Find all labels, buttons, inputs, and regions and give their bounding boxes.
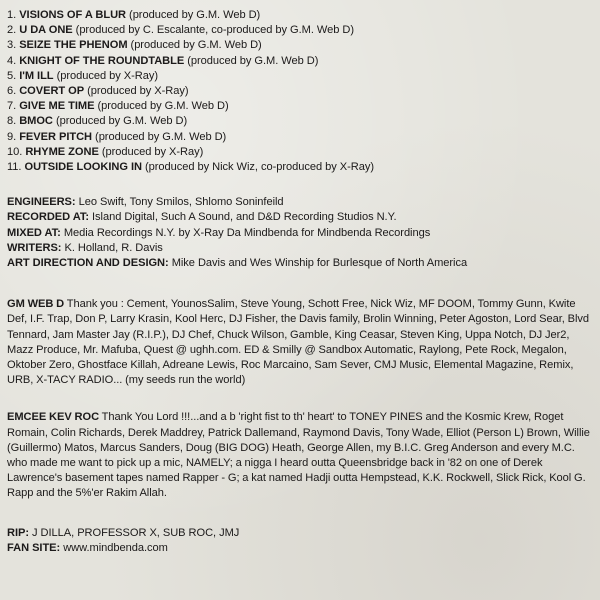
track-11 (7, 160, 595, 175)
thanks-label: GM WEB D (7, 298, 65, 311)
track-credit: (produced by G.M. Web D) (184, 54, 319, 67)
liner-notes-page (7, 8, 595, 556)
track-number: 11. (7, 161, 22, 174)
track-number: 7. (7, 100, 17, 113)
section-spacer (7, 388, 595, 410)
track-title: I'M ILL (19, 69, 54, 82)
track-credit: (produced by G.M. Web D) (94, 100, 229, 113)
credit-value: Media Recordings N.Y. by X-Ray Da Mindbenda for Mindbenda Recordings (60, 226, 431, 239)
fan-site-value: www.mindbenda.com (60, 541, 168, 554)
section-spacer (7, 175, 595, 195)
art-direction-credit (7, 256, 595, 271)
track-2 (7, 23, 595, 38)
rip-label: RIP: (7, 526, 29, 539)
track-number: 6. (7, 85, 17, 98)
track-title: COVERT OP (19, 85, 85, 98)
track-number: 10. (7, 145, 23, 158)
track-title: OUTSIDE LOOKING IN (24, 161, 142, 174)
section-spacer (7, 502, 595, 526)
engineers-credit (7, 195, 595, 210)
writers-credit (7, 241, 595, 256)
track-6 (7, 84, 595, 99)
credit-value: Mike Davis and Wes Winship for Burlesque of North America (168, 257, 468, 270)
credit-label: WRITERS: (7, 241, 62, 254)
track-3 (7, 38, 595, 53)
rip-value: J DILLA, PROFESSOR X, SUB ROC, JMJ (29, 526, 240, 539)
track-credit: (produced by C. Escalante, co-produced by G.M. Web D) (72, 24, 354, 37)
track-number: 3. (7, 39, 17, 52)
track-credit: (produced by G.M. Web D) (92, 130, 227, 143)
track-credit: (produced by X-Ray) (98, 145, 204, 158)
credit-value: K. Holland, R. Davis (61, 241, 163, 254)
thanks-label: EMCEE KEV ROC (7, 411, 100, 424)
track-credit: (produced by X-Ray) (53, 69, 158, 82)
credits-section (7, 195, 595, 271)
track-credit: (produced by G.M. Web D) (127, 39, 262, 52)
track-title: VISIONS OF A BLUR (19, 9, 127, 21)
track-title: U DA ONE (19, 24, 73, 37)
fan-site-label: FAN SITE: (7, 541, 61, 554)
track-title: SEIZE THE PHENOM (19, 39, 128, 52)
recorded-at-credit (7, 210, 595, 225)
track-4 (7, 54, 595, 69)
track-number: 2. (7, 24, 17, 37)
track-number: 9. (7, 130, 17, 143)
fan-site-line (7, 541, 595, 556)
track-credit: (produced by Nick Wiz, co-produced by X-Ray) (141, 161, 374, 174)
track-title: GIVE ME TIME (19, 100, 95, 113)
track-number: 4. (7, 54, 17, 67)
thanks-text: Thank you : Cement, YounosSalim, Steve Young, Schott Free, Nick Wiz, MF DOOM, Tommy Gunn, Kwite Def, I.F. Trap, Don P, Larry Krasin, Kool Herc, DJ Fisher, the Davis family, Brolin Winning, Peter Agoston, Lord Sear, Blvd Tennard, Jam Master Jay (R.I.P.), DJ Chef, Chuck Wilson, Gamble, King Ceasar, Steven King, Uppa Notch, DJ Jer2, Mazz Produce, Mr. Mafuba, Quest @ ughh.com. ED & Smilly @ Sandbox Automatic, Raylong, Pete Rock, Megalon, Oktober Zero, Ghostface Killah, Adreane Lewis, Roc Marcaino, Sam Sever, CMJ Music, Elemental Magazine, Remix, URB, X-TACY RADIO... (my seeds run the world) (7, 298, 589, 387)
track-9 (7, 130, 595, 145)
track-1 (7, 8, 595, 23)
section-spacer (7, 271, 595, 297)
credit-value: Island Digital, Such A Sound, and D&D Recording Studios N.Y. (88, 211, 397, 224)
track-number: 1. (7, 9, 17, 21)
track-title: BMOC (19, 115, 53, 128)
tracklist (7, 8, 595, 175)
track-title: RHYME ZONE (25, 145, 99, 158)
thanks-text: Thank You Lord !!!...and a b 'right fist to th' heart' to TONEY PINES and the Kosmic Krew, Roget Romain, Colin Richards, Derek Maddrey, Patrick Dallemand, Raymond Davis, Tony Wade, Elliot (Person L) Brown, Willie (Guillermo) Matos, Marcus Sanders, Doug (BIG DOG) Heath, George Allen, my B.I.C. Greg Anderson and every M.C. who made me want to pick up a mic, NAMELY; a nigga I heard outta Queensbridge back in '82 on one of Derek Lawrence's basement tapes named Rapper - G; a kat named Hadji outta Hempstead, K.K. Rockwell, Slick Rick, Kool G. Rapp and the 5%'er Rakim Allah. (7, 411, 590, 500)
gm-web-d-thanks (7, 297, 595, 388)
track-number: 5. (7, 69, 17, 82)
track-credit: (produced by X-Ray) (84, 85, 189, 98)
emcee-kev-roc-thanks (7, 410, 595, 501)
track-title: KNIGHT OF THE ROUNDTABLE (19, 54, 185, 67)
mixed-at-credit (7, 226, 595, 241)
footer-section (7, 526, 595, 556)
credit-label: MIXED AT: (7, 226, 61, 239)
rip-line (7, 526, 595, 541)
track-5 (7, 69, 595, 84)
credit-label: ENGINEERS: (7, 196, 76, 209)
credit-label: RECORDED AT: (7, 211, 89, 224)
track-credit: (produced by G.M. Web D) (52, 115, 188, 128)
credit-value: Leo Swift, Tony Smilos, Shlomo Soninfeild (75, 196, 284, 209)
track-8 (7, 114, 595, 129)
track-title: FEVER PITCH (19, 130, 93, 143)
track-7 (7, 99, 595, 114)
track-number: 8. (7, 115, 17, 128)
track-credit: (produced by G.M. Web D) (126, 9, 261, 21)
credit-label: ART DIRECTION AND DESIGN: (7, 257, 169, 270)
track-10 (7, 145, 595, 160)
